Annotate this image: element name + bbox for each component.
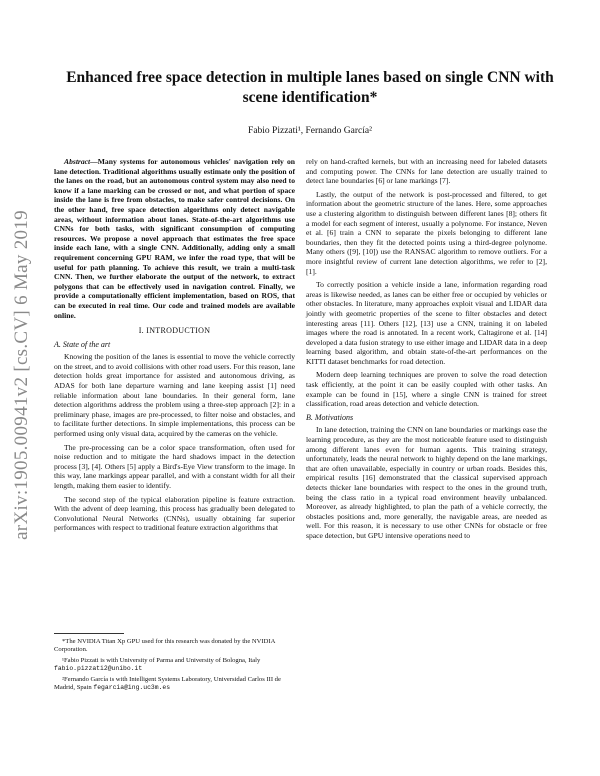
right-column [306,157,547,545]
arxiv-stamp-text: arXiv:1905.00941v2 [cs.CV] 6 May 2019 [11,210,32,540]
left-column [54,157,295,537]
paragraph: Lastly, the output of the network is post-processed and filtered, to get information about the geometric structure of the lanes. Here, some approaches use a clustering algorithm to distinguish between different lanes [8]; others fit a model for each segment of interest, usually a polynome. For instance, Neven et al. [6] train a CNN to separate the pixels belonging to different lane boundaries, then they fit the detected points using a third-degree polynome. Many others ([9], [10]) use the RANSAC algorithm to remove outliers. For a more insightful review of current lane detection algorithms, we refer to [2], [1]. [306,189,547,276]
footnote-gpu: *The NVIDIA Titan Xp GPU used for this research was donated by the NVIDIA Corporation. [54,638,275,654]
paragraph: The pre-processing can be a color space transformation, often used for noise reduction and to mitigate the hard shadows impact in the detection process [3], [4]. Others [5] apply a Bird's-Eye View transform to the image. In this way, lane markings appear parallel, and with a constant width for all their length, making them easier to identify. [54,442,295,490]
paragraph: Modern deep learning techniques are proven to solve the road detection task efficiently, at the point it can be easily coupled with other tasks. An example can be found in [15], where a single CNN is trained for street classification, road areas detection and vehicle detection. [306,370,547,409]
email-link-2[interactable]: fegarcia@ing.uc3m.es [93,684,171,692]
abstract-label: Abstract [64,157,91,166]
paragraph: Knowing the position of the lanes is essential to move the vehicle correctly on the street, and to avoid collisions with other road users. For this reason, lane detection holds great importance for assisted and autonomous driving, as ADAS for both lane departure warning and lane keeping assist [1] need reliable information about lane boundaries. In their general form, lane detection algorithms address the problem using a three-step approach [2]: in a preliminary phase, images are pre-processed, to filter noise and obstacles, and to facilitate further detections. In simple implementations, this process can be performed using only visual data, acquired by the cameras on the vehicle. [54,352,295,439]
abstract-text: —Many systems for autonomous vehicles' navigation rely on lane detection. Traditional algorithms usually estimate only the position of the lanes on the road, but an autonomous control system may also need to know if a lane marking can be crossed or not, and what portion of space inside the lane is free from obstacles, to make safer control decisions. On the other hand, free space detection algorithms only detect navigable areas, without information about lanes. State-of-the-art algorithms use CNNs for both tasks, with significant consumption of computing resources. We propose a novel approach that estimates the free space inside each lane, with a single CNN. Additionally, adding only a small requirement concerning GPU RAM, we infer the road type, that will be useful for path planning. To achieve this result, we train a multi-task CNN. Then, we further elaborate the output of the network, to extract polygons that can be effectively used in navigation control. Finally, we provide a computationally efficient implementation, based on ROS, that can be executed in real time. Our code and trained models are available online. [54,157,295,320]
paper-title: Enhanced free space detection in multiple lanes based on single CNN with scene identification* [66,69,554,106]
arxiv-stamp [8,150,36,600]
paragraph: rely on hand-crafted kernels, but with an increasing need for labeled datasets and computing power. The CNNs for lane detection are usually trained to detect lane boundaries [6] or lane markings [7]. [306,157,547,186]
paragraph: To correctly position a vehicle inside a lane, information regarding road areas is likewise needed, as lanes can be either free or occupied by vehicles or other obstacles. In literature, many approaches exploit visual and LIDAR data jointly with geometric properties of the scene to filter obstacles and detect interesting areas [11]. Others [12], [13] use a CNN, training it on labeled images where the road is annotated. In a recent work, Caltagirone et al. [14] developed a data fusion strategy to use either image and LIDAR data in a deep learning based algorithm, and obtain state-of-the-art performances on the KITTI dataset benchmarks for road detection. [306,280,547,366]
email-link-1[interactable]: fabio.pizzati2@unibo.it [54,665,143,673]
footnote-author-2 [54,676,295,693]
footnote-author-1-text: ¹Fabio Pizzati is with University of Parma and University of Bologna, Italy [62,656,261,664]
footnote-rule [54,633,124,634]
paragraph: The second step of the typical elaboration pipeline is feature extraction. With the advent of deep learning, this process has gradually been delegated to Convolutional Neural Networks (CNNs), usually obtaining far superior performances with respect to traditional feature extraction algorithms that [54,494,295,533]
footnote-author-2-text: ²Fernando García is with Intelligent Systems Laboratory, Universidad Carlos III de Madrid, Spain [54,675,281,692]
footnotes [54,633,295,694]
paragraph: In lane detection, training the CNN on lane boundaries or markings ease the learning procedure, as they are the most noticeable feature used to distinguish among different lanes even for human agents. This training strategy, unfortunately, leads the neural network to highly depend on the lane markings, that are often unavailable, especially in country or urban roads. Besides this, empirical results [16] demonstrated that the classical supervised approach detects thicker lane boundaries with respect to the ones in the ground truth, being the class ratio in a typical road environment heavily unbalanced. Moreover, as already highlighted, to plan the path of a vehicle correctly, the obstacles positions and, more generally, the navigable areas, are needed as well. For this reason, it is necessary to use other CNNs for obstacle or free space detection, but GPU intensive operations need to [306,425,547,540]
abstract [54,157,295,320]
section-introduction-heading: I. INTRODUCTION [138,326,211,336]
subsection-b-heading: B. Motivations [306,412,354,422]
footnote-author-1 [54,657,295,674]
authors: Fabio Pizzati¹, Fernando García² [248,126,372,136]
subsection-a-heading: A. State of the art [54,339,111,349]
